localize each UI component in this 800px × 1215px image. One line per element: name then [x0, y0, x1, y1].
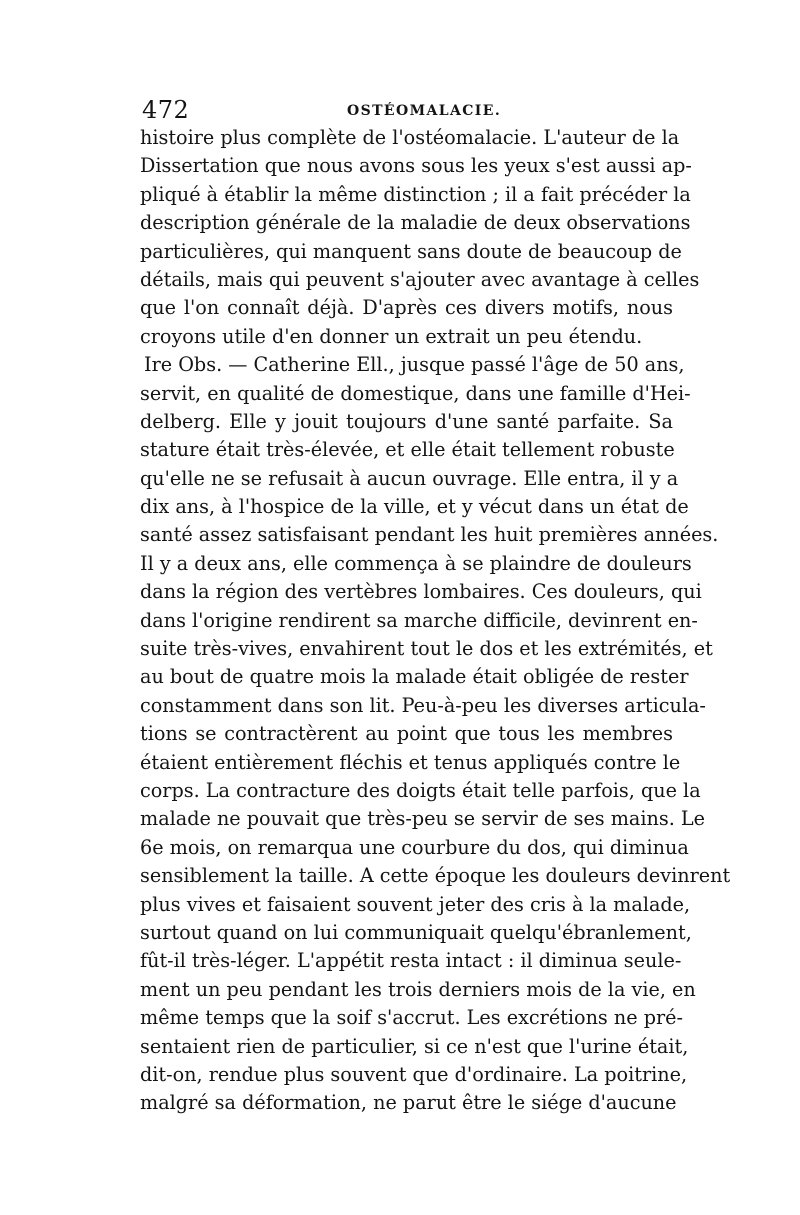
text-line: particulières, qui manquent sans doute de beaucoup de — [140, 239, 682, 263]
text-line: dans l'origine rendirent sa marche difficile, devinrent en- — [140, 608, 698, 632]
text-line: ment un peu pendant les trois derniers mois de la vie, en — [140, 977, 696, 1001]
text-line: tions se contractèrent au point que tous les membres — [140, 722, 673, 746]
text-line: dit-on, rendue plus souvent que d'ordinaire. La poitrine, — [140, 1062, 688, 1086]
text-line: surtout quand on lui communiquait quelqu'ébranlement, — [140, 920, 692, 944]
text-line: servit, en qualité de domestique, dans une famille d'Hei- — [140, 381, 691, 405]
text-line: croyons utile d'en donner un extrait un peu étendu. — [140, 324, 643, 348]
running-head: OSTÉOMALACIE. — [347, 103, 502, 119]
text-line: dix ans, à l'hospice de la ville, et y vécut dans un état de — [140, 495, 689, 519]
text-line: constamment dans son lit. Peu-à-peu les diverses articula- — [140, 693, 706, 717]
text-line: malade ne pouvait que très-peu se servir de ses mains. Le — [140, 807, 706, 831]
text-line: dans la région des vertèbres lombaires. Ces douleurs, qui — [140, 580, 702, 604]
text-line: malgré sa déformation, ne parut être le siége d'aucune — [140, 1091, 677, 1115]
body-text — [140, 124, 731, 1118]
text-line: fût-il très-léger. L'appétit resta intact : il diminua seule- — [140, 949, 682, 973]
text-line: histoire plus complète de l'ostéomalacie. L'auteur de la — [140, 126, 680, 149]
text-line: détails, mais qui peuvent s'ajouter avec avantage à celles — [140, 267, 700, 291]
page-number: 472 — [142, 96, 190, 124]
text-line: que l'on connaît déjà. D'après ces divers motifs, nous — [140, 296, 673, 320]
text-line: suite très-vives, envahirent tout le dos et les extrémités, et — [140, 637, 713, 661]
text-line: description générale de la maladie de deux observations — [140, 211, 691, 235]
observation-heading-line: Ire Obs. — Catherine Ell., jusque passé l'âge de 50 ans, — [144, 353, 685, 377]
text-line: sensiblement la taille. A cette époque les douleurs devinrent — [140, 864, 731, 888]
text-line: même temps que la soif s'accrut. Les excrétions ne pré- — [140, 1006, 683, 1030]
text-line: au bout de quatre mois la malade était obligée de rester — [140, 665, 689, 689]
text-line: sentaient rien de particulier, si ce n'est que l'urine était, — [140, 1034, 689, 1058]
text-line: santé assez satisfaisant pendant les huit premières années. — [140, 523, 719, 547]
text-line: stature était très-élevée, et elle était tellement robuste — [140, 438, 675, 462]
text-line: corps. La contracture des doigts était telle parfois, que la — [140, 778, 701, 802]
text-line: étaient entièrement fléchis et tenus appliqués contre le — [140, 750, 681, 774]
text-line: Dissertation que nous avons sous les yeux s'est aussi ap- — [140, 154, 692, 178]
text-line: qu'elle ne se refusait à aucun ouvrage. Elle entra, il y a — [140, 466, 679, 490]
text-line: Il y a deux ans, elle commença à se plaindre de douleurs — [140, 551, 692, 575]
text-line: 6e mois, on remarqua une courbure du dos, qui diminua — [140, 835, 689, 859]
text-line: plus vives et faisaient souvent jeter des cris à la malade, — [140, 892, 691, 916]
text-line: pliqué à établir la même distinction ; il a fait précéder la — [140, 182, 691, 206]
text-line: delberg. Elle y jouit toujours d'une santé parfaite. Sa — [140, 409, 673, 433]
